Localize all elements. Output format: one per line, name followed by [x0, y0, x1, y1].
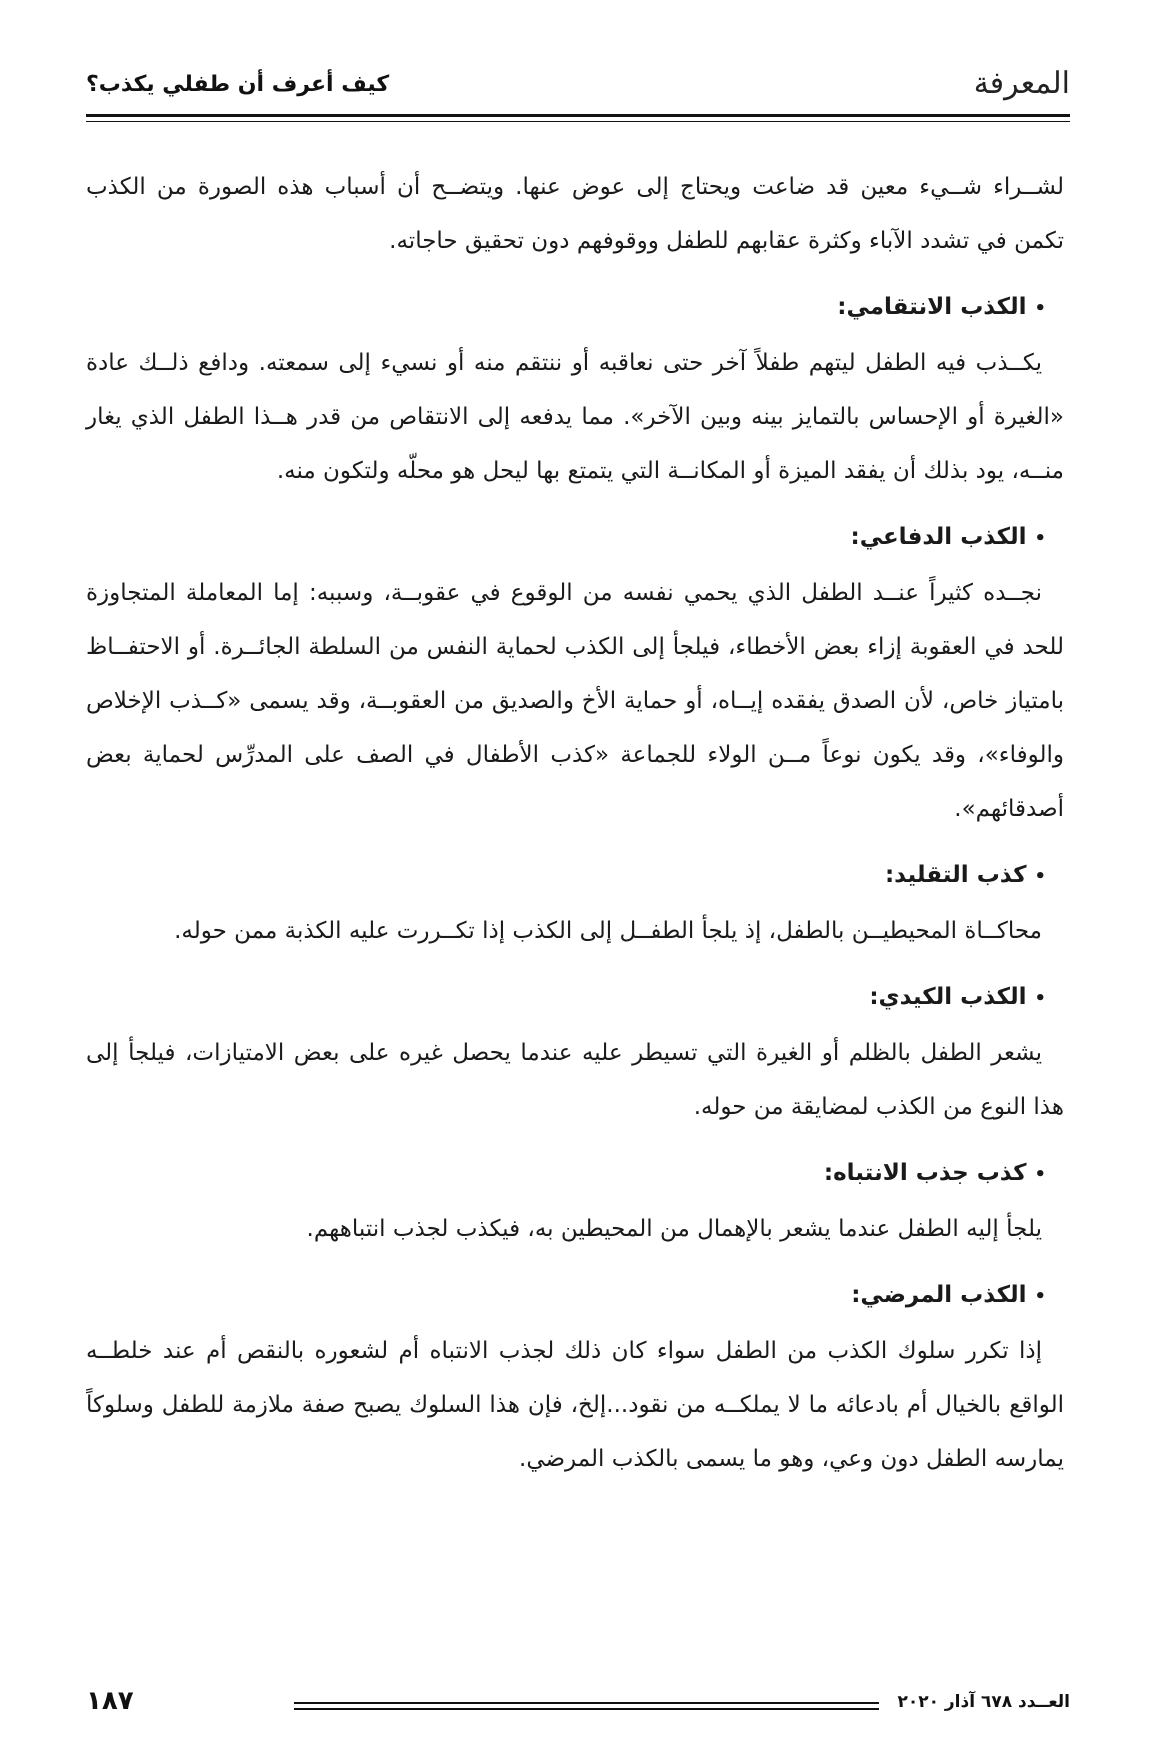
- section-heading: •الكذب الكيدي:: [869, 984, 1046, 1010]
- section-heading: •الكذب الانتقامي:: [837, 294, 1046, 320]
- magazine-logo: المعرفة: [973, 66, 1070, 101]
- section-spiteful-lie: [86, 970, 1064, 1134]
- section-heading: •الكذب الدفاعي:: [850, 524, 1046, 550]
- header-divider: [86, 114, 1070, 122]
- section-paragraph: يكــذب فيه الطفل ليتهم طفلاً آخر حتى نعاقبه أو ننتقم منه أو نسيء إلى سمعته. ودافع ذلــك عادة «الغيرة أو الإحساس بالتمايز بينه وبين الآخر». مما يدفعه إلى الانتقاص من قدر هــذا الطفل الذي يغار منــه، يود بذلك أن يفقد الميزة أو المكانــة التي يتمتع بها ليحل هو محلّه ولتكون منه.: [86, 350, 1064, 484]
- running-title: كيف أعرف أن طفلي يكذب؟: [86, 72, 390, 97]
- bullet-icon: •: [1034, 298, 1046, 319]
- section-paragraph: يلجأ إليه الطفل عندما يشعر بالإهمال من المحيطين به، فيكذب لجذب انتباههم.: [306, 1216, 1042, 1242]
- section-paragraph: محاكــاة المحيطيــن بالطفل، إذ يلجأ الطفــل إلى الكذب إذا تكــررت عليه الكذبة ممن حوله.: [174, 918, 1042, 944]
- section-heading: •كذب جذب الانتباه:: [823, 1160, 1046, 1186]
- section-revenge-lie: [86, 280, 1064, 498]
- bullet-icon: •: [1034, 1164, 1046, 1185]
- footer-divider: [294, 1702, 879, 1710]
- bullet-icon: •: [1034, 866, 1046, 887]
- section-attention-lie: [86, 1146, 1064, 1256]
- bullet-icon: •: [1034, 988, 1046, 1009]
- section-paragraph: نجــده كثيراً عنــد الطفل الذي يحمي نفسه من الوقوع في عقوبــة، وسببه: إما المعاملة المتجاوزة للحد في العقوبة إزاء بعض الأخطاء، فيلجأ إلى الكذب لحماية النفس من السلطة الجائــرة. أو الاحتفــاظ بامتياز خاص، لأن الصدق يفقده إيــاه، أو حماية الأخ والصديق من العقوبــة، وقد يسمى «كــذب الإخلاص والوفاء»، وقد يكون نوعاً مــن الولاء للجماعة «كذب الأطفال في الصف على المدرِّس لحماية بعض أصدقائهم».: [86, 580, 1064, 822]
- section-heading: •الكذب المرضي:: [851, 1282, 1046, 1308]
- section-paragraph: إذا تكرر سلوك الكذب من الطفل سواء كان ذلك لجذب الانتباه أم لشعوره بالنقص أم عند خلطــه الواقع بالخيال أم بادعائه ما لا يملكــه من نقود...إلخ، فإن هذا السلوك يصبح صفة ملازمة للطفل وسلوكاً يمارسه الطفل دون وعي، وهو ما يسمى بالكذب المرضي.: [86, 1338, 1064, 1472]
- page-number: ١٨٧: [86, 1686, 134, 1716]
- article-body: [86, 160, 1064, 1486]
- section-defensive-lie: [86, 510, 1064, 836]
- bullet-icon: •: [1034, 1286, 1046, 1307]
- issue-info: العــدد ٦٧٨ آذار ٢٠٢٠: [897, 1692, 1070, 1712]
- bullet-icon: •: [1034, 528, 1046, 549]
- section-paragraph: يشعر الطفل بالظلم أو الغيرة التي تسيطر عليه عندما يحصل غيره على بعض الامتيازات، فيلجأ إلى هذا النوع من الكذب لمضايقة من حوله.: [86, 1040, 1064, 1120]
- intro-paragraph: لشــراء شــيء معين قد ضاعت ويحتاج إلى عوض عنها. ويتضــح أن أسباب هذه الصورة من الكذب تكمن في تشدد الآباء وكثرة عقابهم للطفل ووقوفهم دون تحقيق حاجاته.: [86, 174, 1064, 254]
- section-pathological-lie: [86, 1268, 1064, 1486]
- section-imitation-lie: [86, 848, 1064, 958]
- section-heading: •كذب التقليد:: [884, 862, 1046, 888]
- page-header: [86, 62, 1070, 112]
- page-footer: [86, 1686, 1070, 1740]
